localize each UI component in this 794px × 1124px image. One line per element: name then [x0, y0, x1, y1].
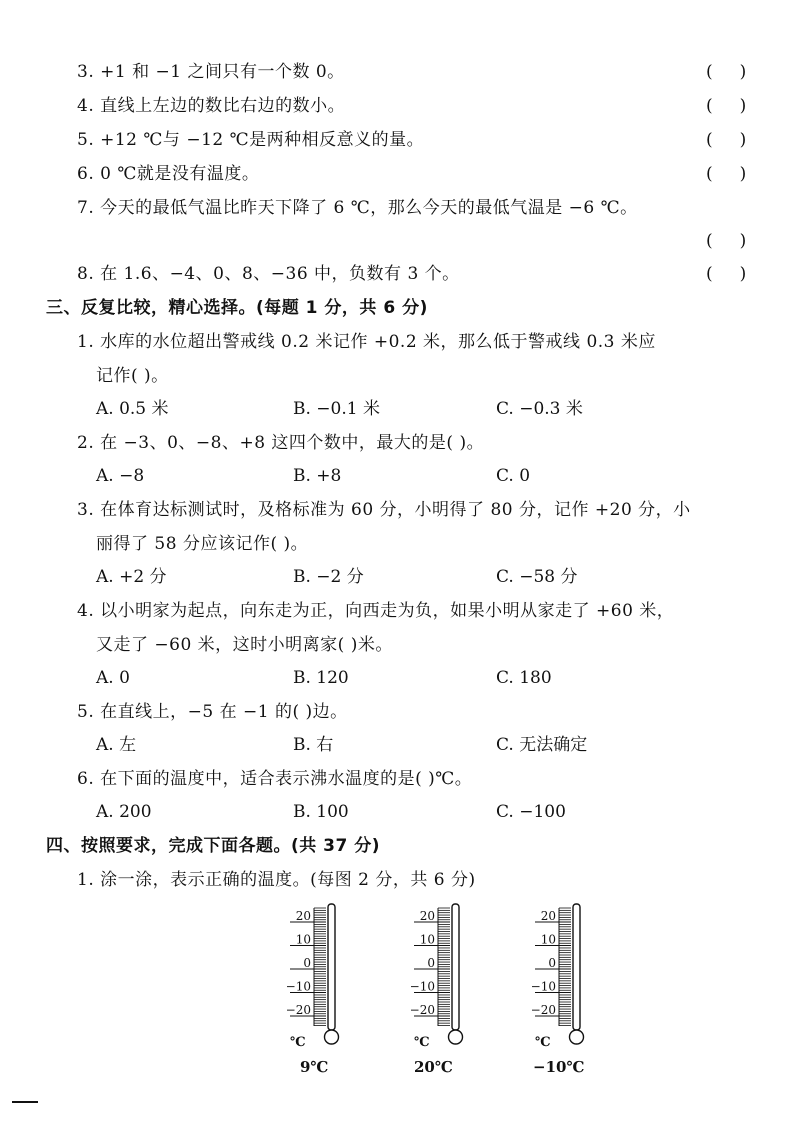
scale-label: 10 — [540, 932, 556, 947]
thermometer-bulb — [449, 1030, 463, 1044]
scale-label: −10 — [530, 979, 556, 994]
scale-label: −20 — [285, 1003, 311, 1017]
scale-label: 20 — [419, 909, 435, 923]
scale-label: −10 — [285, 979, 311, 994]
choice-q1-option-a[interactable]: A. 0.5 米 — [96, 399, 169, 419]
thermometer-bulb — [570, 1030, 584, 1044]
scale-label: −20 — [409, 1003, 435, 1017]
choice-q2-option-c[interactable]: C. 0 — [496, 466, 531, 486]
thermometer-1[interactable] — [280, 900, 350, 1050]
choice-q1-line2: 记作( )。 — [96, 366, 169, 386]
choice-q2-line1: 2. 在 −3、0、−8、+8 这四个数中，最大的是( )。 — [77, 433, 485, 453]
answer-paren-5[interactable]: ( ) — [706, 130, 747, 150]
choice-q2-option-b[interactable]: B. +8 — [293, 466, 342, 486]
unit-label: ℃ — [535, 1035, 551, 1050]
section-4-heading: 四、按照要求，完成下面各题。(共 37 分) — [46, 836, 381, 856]
judge-item-6: 6. 0 ℃就是没有温度。 — [77, 164, 260, 184]
answer-paren-4[interactable]: ( ) — [706, 96, 747, 116]
choice-q4-option-a[interactable]: A. 0 — [96, 668, 130, 688]
judge-item-4: 4. 直线上左边的数比右边的数小。 — [77, 96, 346, 116]
choice-q6-option-b[interactable]: B. 100 — [293, 802, 349, 822]
choice-q5-line1: 5. 在直线上，−5 在 −1 的( )边。 — [77, 702, 348, 722]
thermometer-tube — [573, 904, 580, 1030]
scale-label: 10 — [419, 932, 435, 947]
choice-q3-option-b[interactable]: B. −2 分 — [293, 567, 364, 587]
bottom-rule — [12, 1101, 38, 1103]
scale-label: 0 — [427, 956, 435, 970]
thermometer-1-caption: 9℃ — [300, 1058, 329, 1076]
thermometer-3[interactable] — [525, 900, 595, 1050]
choice-q4-line2: 又走了 −60 米，这时小明离家( )米。 — [96, 635, 393, 655]
answer-paren-3[interactable]: ( ) — [706, 62, 747, 82]
judge-item-3: 3. +1 和 −1 之间只有一个数 0。 — [77, 62, 345, 82]
paint-question: 1. 涂一涂，表示正确的温度。(每图 2 分，共 6 分) — [77, 870, 476, 890]
scale-label: 10 — [295, 932, 311, 947]
scale-label: 0 — [303, 956, 311, 970]
choice-q6-option-c[interactable]: C. −100 — [496, 802, 566, 822]
scale-label: 20 — [295, 909, 311, 923]
choice-q6-line1: 6. 在下面的温度中，适合表示沸水温度的是( )℃。 — [77, 769, 473, 789]
answer-paren-7[interactable]: ( ) — [706, 231, 747, 251]
choice-q2-option-a[interactable]: A. −8 — [96, 466, 145, 486]
thermometer-bulb — [325, 1030, 339, 1044]
choice-q5-option-b[interactable]: B. 右 — [293, 735, 334, 755]
choice-q3-line2: 丽得了 58 分应该记作( )。 — [96, 534, 309, 554]
section-3-heading: 三、反复比较，精心选择。(每题 1 分，共 6 分) — [46, 298, 428, 318]
thermometer-2-caption: 20℃ — [414, 1058, 453, 1076]
choice-q3-option-a[interactable]: A. +2 分 — [96, 567, 167, 587]
unit-label: ℃ — [414, 1035, 430, 1050]
judge-item-5: 5. +12 ℃与 −12 ℃是两种相反意义的量。 — [77, 130, 425, 150]
judge-item-8: 8. 在 1.6、−4、0、8、−36 中，负数有 3 个。 — [77, 264, 460, 284]
scale-label: 0 — [548, 956, 556, 970]
choice-q4-line1: 4. 以小明家为起点，向东走为正，向西走为负，如果小明从家走了 +60 米， — [77, 601, 675, 621]
scale-label: −20 — [530, 1003, 556, 1017]
answer-paren-6[interactable]: ( ) — [706, 164, 747, 184]
choice-q3-option-c[interactable]: C. −58 分 — [496, 567, 578, 587]
unit-label: ℃ — [290, 1035, 306, 1050]
thermometer-3-caption: −10℃ — [533, 1058, 585, 1076]
thermometer-2[interactable] — [404, 900, 474, 1050]
scale-label: −10 — [409, 979, 435, 994]
thermometer-tube — [328, 904, 335, 1030]
choice-q5-option-a[interactable]: A. 左 — [96, 735, 137, 755]
choice-q5-option-c[interactable]: C. 无法确定 — [496, 735, 588, 755]
choice-q1-line1: 1. 水库的水位超出警戒线 0.2 米记作 +0.2 米，那么低于警戒线 0.3 米应 — [77, 332, 656, 352]
choice-q1-option-b[interactable]: B. −0.1 米 — [293, 399, 380, 419]
choice-q4-option-c[interactable]: C. 180 — [496, 668, 552, 688]
thermometer-tube — [452, 904, 459, 1030]
answer-paren-8[interactable]: ( ) — [706, 264, 747, 284]
choice-q1-option-c[interactable]: C. −0.3 米 — [496, 399, 583, 419]
choice-q6-option-a[interactable]: A. 200 — [96, 802, 152, 822]
judge-item-7: 7. 今天的最低气温比昨天下降了 6 ℃，那么今天的最低气温是 −6 ℃。 — [77, 198, 638, 218]
scale-label: 20 — [540, 909, 556, 923]
choice-q3-line1: 3. 在体育达标测试时，及格标准为 60 分，小明得了 80 分，记作 +20 分，小 — [77, 500, 691, 520]
choice-q4-option-b[interactable]: B. 120 — [293, 668, 349, 688]
